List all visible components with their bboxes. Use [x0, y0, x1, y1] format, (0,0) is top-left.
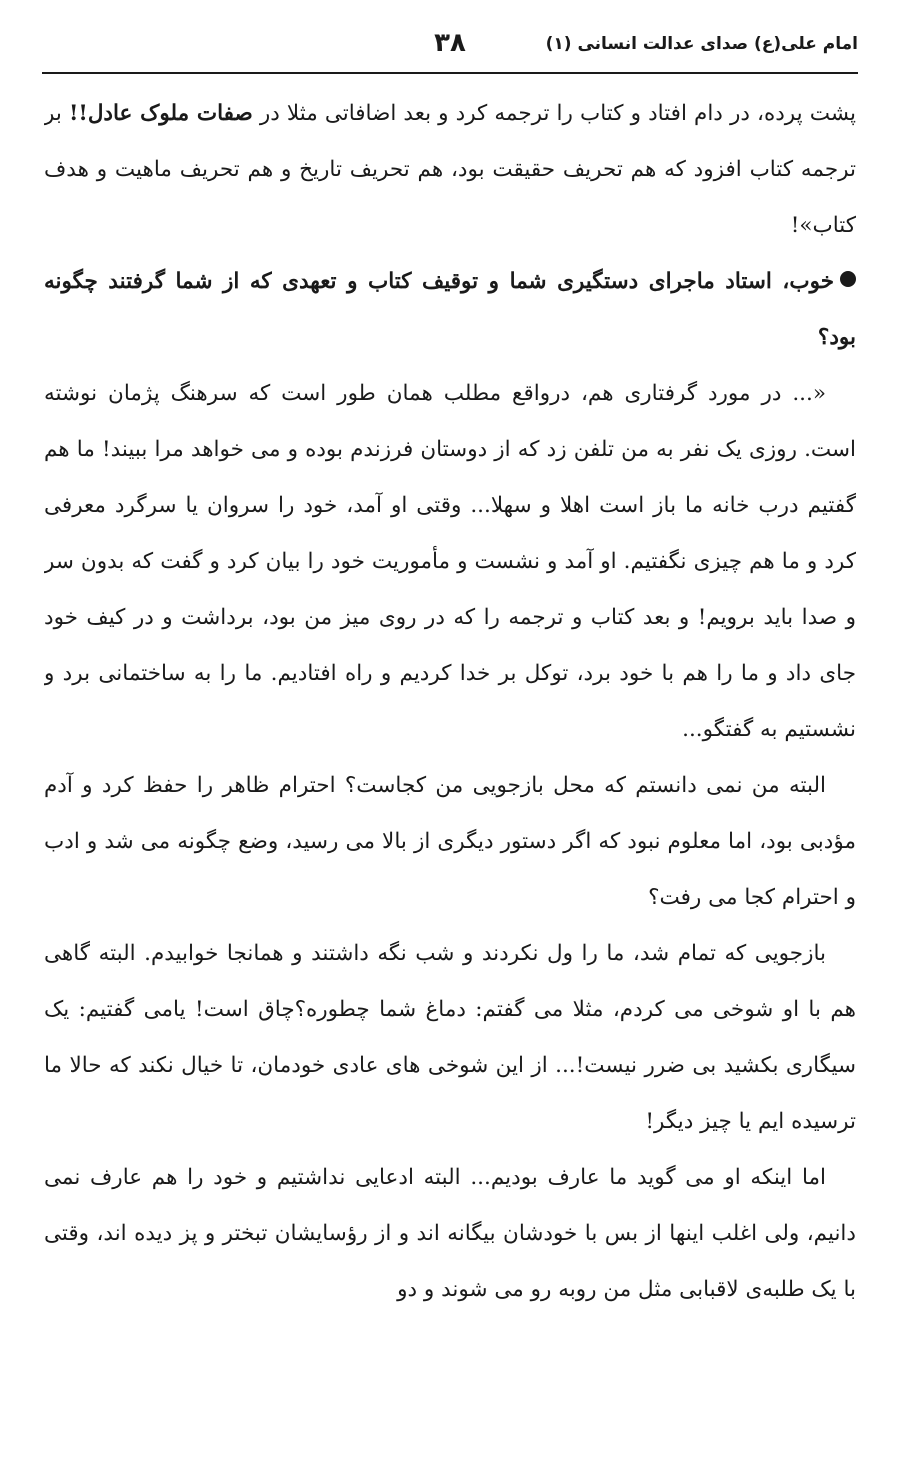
bullet-icon [840, 271, 856, 287]
paragraph-4: بازجویی که تمام شد، ما را ول نکردند و شب نگه داشتند و همانجا خوابیدم. البته گاهی هم با او شوخی می کردم، مثلا می گفتم: دماغ شما چطوره؟چاق است! یامی گفتیم: یک سیگاری بکشید بی ضرر نیست!... از این شوخی های عادی خودمان، تا خیال نکند که حالا ما ترسیده ایم یا چیز دیگر! [44, 941, 856, 1134]
paragraph-1-bold-phrase: صفات ملوک عادل!! [68, 101, 253, 126]
running-title: امام علی(ع) صدای عدالت انسانی (۱) [545, 34, 858, 54]
paragraph-5: اما اینکه او می گوید ما عارف بودیم... البته ادعایی نداشتیم و خود را هم عارف نمی دانیم، ولی اغلب اینها از بس با خودشان بیگانه اند و از رؤسایشان تبختر و پز دیده اند، وقتی با یک طلبه‌ی لاقبابی مثل من روبه رو می شوند و دو [44, 1165, 856, 1302]
paragraph-1 [44, 86, 856, 254]
page-body [44, 86, 856, 1466]
question-text: خوب، استاد ماجرای دستگیری شما و توقیف کتاب و تعهدی که از شما گرفتند چگونه بود؟ [44, 269, 856, 350]
paragraph-1-text-b: بر ترجمه کتاب افزود که هم تحریف حقیقت بود، هم تحریف تاریخ و هم تحریف ماهیت و هدف کتاب»! [44, 101, 856, 238]
page-header [42, 28, 858, 72]
page-number: ۳۸ [434, 28, 466, 58]
paragraph-1-text-a: پشت پرده، در دام افتاد و کتاب را ترجمه کرد و بعد اضافاتی مثلا در [252, 101, 856, 126]
paragraph-3: البته من نمی دانستم که محل بازجویی من کجاست؟ احترام ظاهر را حفظ کرد و آدم مؤدبی بود، اما معلوم نبود که اگر دستور دیگری از بالا می رسید، وضع چگونه می شد و ادب و احترام کجا می رفت؟ [44, 773, 856, 910]
paragraph-2: «... در مورد گرفتاری هم، درواقع مطلب همان طور است که سرهنگ پژمان نوشته است. روزی یک نفر به من تلفن زد که از دوستان فرزندم بوده و می خواهد مرا ببیند! ما هم گفتیم درب خانه ما باز است اهلا و سهلا... وقتی او آمد، خود را سروان یا سرگرد معرفی کرد و ما هم چیزی نگفتیم. او آمد و نشست و مأموریت خود را بیان کرد و گفت که بدون سر و صدا باید برویم! و بعد کتاب و ترجمه را که در روی میز من بود، برداشت و در کیف خود جای داد و ما را هم با خود برد، توکل بر خدا کردیم و راه افتادیم. ما را به ساختمانی برد و نشستیم به گفتگو... [44, 381, 856, 742]
header-divider [42, 72, 858, 74]
interview-question [44, 254, 856, 366]
